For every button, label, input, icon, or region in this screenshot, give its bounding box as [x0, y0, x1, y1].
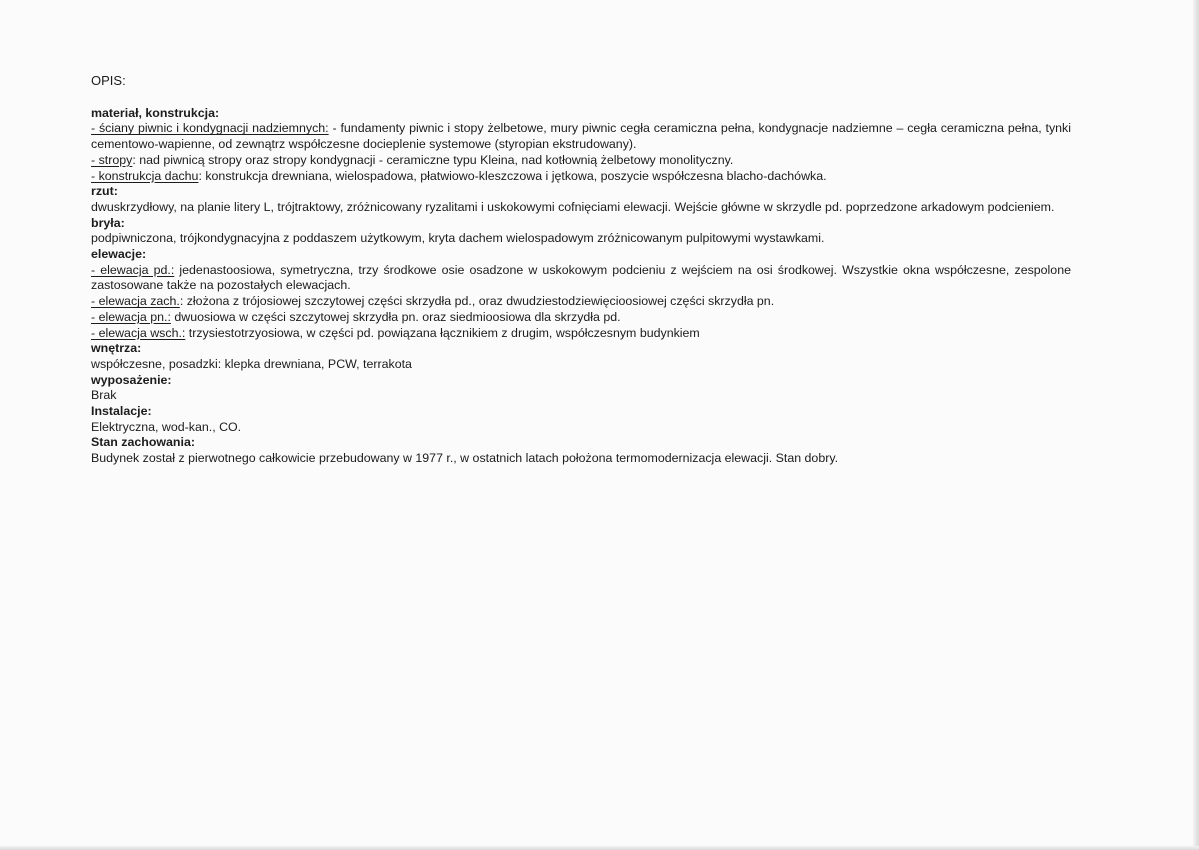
- section-instalacje: [91, 404, 1071, 435]
- heading-elewacje: elewacje:: [91, 247, 147, 262]
- heading-wnetrza: wnętrza:: [91, 341, 142, 356]
- text-elewacja-wsch: trzysiestotrzyosiowa, w części pd. powiązana łącznikiem z drugim, współczesnym budynkiem: [185, 325, 700, 340]
- section-material: [91, 106, 1071, 185]
- label-elewacja-wsch: - elewacja wsch.:: [91, 325, 186, 340]
- text-elewacja-pd: jedenastoosiowa, symetryczna, trzy środkowe osie osadzone w uskokowym podcieniu z wejściem na osi środkowej. Wszystkie okna współczesne, zespolone zastosowane także na pozostałych elewacjach.: [91, 262, 1071, 293]
- paragraph-elewacja-pn: [91, 310, 1071, 326]
- section-stan-zachowania: [91, 435, 1071, 466]
- paragraph-dach: [91, 169, 1071, 185]
- label-stropy: - stropy: [91, 152, 133, 167]
- paragraph-stropy: [91, 153, 1071, 169]
- section-wnetrza: [91, 341, 1071, 372]
- text-rzut: dwuskrzydłowy, na planie litery L, trójtraktowy, zróżnicowany ryzalitami i uskokowymi cofnięciami elewacji. Wejście główne w skrzydle pd. poprzedzone arkadowym podcieniem.: [91, 199, 1055, 214]
- label-elewacja-pn: - elewacja pn.:: [91, 309, 171, 324]
- text-bryla: podpiwniczona, trójkondygnacyjna z poddaszem użytkowym, kryta dachem wielospadowym zróżnicowanym pulpitowymi wystawkami.: [91, 231, 825, 246]
- heading-stan-zachowania: Stan zachowania:: [91, 435, 195, 450]
- page-edge-right: [1193, 0, 1199, 850]
- section-wyposazenie: [91, 373, 1071, 404]
- text-wnetrza: współczesne, posadzki: klepka drewniana, PCW, terrakota: [91, 356, 412, 371]
- heading-wyposazenie: wyposażenie:: [91, 372, 172, 387]
- label-elewacja-pd: - elewacja pd.:: [91, 262, 175, 277]
- page-edge-bottom: [0, 846, 1199, 850]
- heading-bryla: bryła:: [91, 215, 125, 230]
- text-elewacja-pn: dwuosiowa w części szczytowej skrzydła pn. oraz siedmioosiowa dla skrzydła pd.: [170, 309, 621, 324]
- text-stropy: : nad piwnicą stropy oraz stropy kondygnacji - ceramiczne typu Kleina, nad kotłownią żelbetowy monolityczny.: [132, 152, 734, 167]
- text-dach: : konstrukcja drewniana, wielospadowa, płatwiowo-kleszczowa i jętkowa, poszycie współczesna blacho-dachówka.: [198, 168, 827, 183]
- section-bryla: [91, 216, 1071, 247]
- section-rzut: [91, 184, 1071, 215]
- text-sciany: - fundamenty piwnic i stopy żelbetowe, mury piwnic cegła ceramiczna pełna, kondygnacje nadziemne – cegła ceramiczna pełna, tynki cementowo-wapienne, od zewnątrz współczesne docieplenie systemowe (styropian ekstrudowany).: [91, 121, 1071, 152]
- section-elewacje: [91, 247, 1071, 341]
- paragraph-sciany: [91, 121, 1071, 152]
- label-sciany: - ściany piwnic i kondygnacji nadziemnych:: [91, 121, 329, 136]
- text-stan-zachowania: Budynek został z pierwotnego całkowicie przebudowany w 1977 r., w ostatnich latach położona termomodernizacja elewacji. Stan dobry.: [91, 451, 839, 466]
- label-elewacja-zach: - elewacja zach.: [91, 294, 180, 309]
- text-wyposazenie: Brak: [91, 388, 117, 403]
- heading-instalacje: Instalacje:: [91, 404, 152, 419]
- text-instalacje: Elektryczna, wod-kan., CO.: [91, 419, 242, 434]
- paragraph-elewacja-pd: [91, 263, 1071, 294]
- label-dach: - konstrukcja dachu: [91, 168, 199, 183]
- paragraph-elewacja-wsch: [91, 326, 1071, 342]
- document-title: OPIS:: [91, 73, 126, 88]
- heading-material: materiał, konstrukcja:: [91, 105, 220, 120]
- document-body: [91, 73, 1071, 467]
- heading-rzut: rzut:: [91, 184, 118, 199]
- paragraph-elewacja-zach: [91, 294, 1071, 310]
- text-elewacja-zach: : złożona z trójosiowej szczytowej części skrzydła pd., oraz dwudziestodziewięcioosiowej części skrzydła pn.: [179, 294, 775, 309]
